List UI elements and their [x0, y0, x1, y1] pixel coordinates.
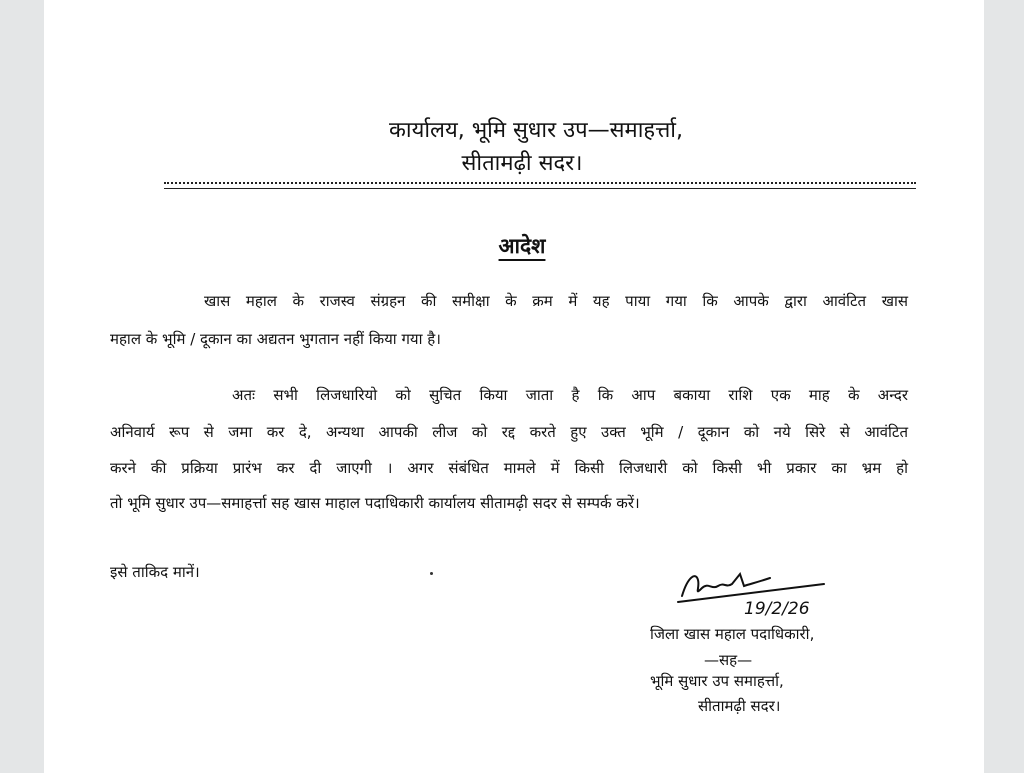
header-divider	[164, 182, 916, 194]
solid-rule	[164, 188, 916, 189]
paragraph2-line4: तो भूमि सुधार उप—समाहर्त्ता सह खास माहाल पदाधिकारी कार्यालय सीतामढ़ी सदर से सम्पर्क करें।	[110, 494, 640, 512]
signatory-location: सीतामढ़ी सदर।	[698, 697, 781, 715]
paragraph2-line1: अतः सभी लिजधारियो को सुचित किया जाता है कि आप बकाया राशि एक माह के अन्दर	[232, 386, 908, 404]
office-location: सीतामढ़ी सदर।	[461, 151, 583, 176]
paragraph2-line2: अनिवार्य रूप से जमा कर दे, अन्यथा आपकी लीज को रद्द करते हुए उक्त भूमि / दूकान को नये सिरे से आवंटित	[110, 423, 908, 441]
signature-date: 19/2/26	[744, 599, 810, 618]
paragraph2-line3: करने की प्रक्रिया प्रारंभ कर दी जाएगी । अगर संबंधित मामले में किसी लिजधारी को किसी भी प्रकार का भ्रम हो	[110, 459, 908, 477]
order-title-text: आदेश	[498, 234, 546, 258]
signatory-cum: —सह—	[704, 651, 753, 669]
order-title	[44, 232, 984, 260]
paragraph1-line2: महाल के भूमि / दूकान का अद्यतन भुगतान नहीं किया गया है।	[110, 330, 441, 348]
office-heading: कार्यालय, भूमि सुधार उप—समाहर्त्ता,	[389, 118, 683, 143]
dotted-rule	[164, 182, 916, 184]
paragraph1-line1: खास महाल के राजस्व संग्रहन की समीक्षा के क्रम में यह पाया गया कि आपके द्वारा आवंटित खास	[204, 292, 908, 310]
scan-speck	[430, 572, 433, 575]
document-page	[44, 0, 984, 773]
signatory-designation: जिला खास महाल पदाधिकारी,	[650, 625, 815, 643]
closing-text: इसे ताकिद मानें।	[110, 563, 200, 581]
signatory-additional-post: भूमि सुधार उप समाहर्त्ता,	[650, 672, 784, 690]
handwritten-signature	[674, 566, 834, 618]
